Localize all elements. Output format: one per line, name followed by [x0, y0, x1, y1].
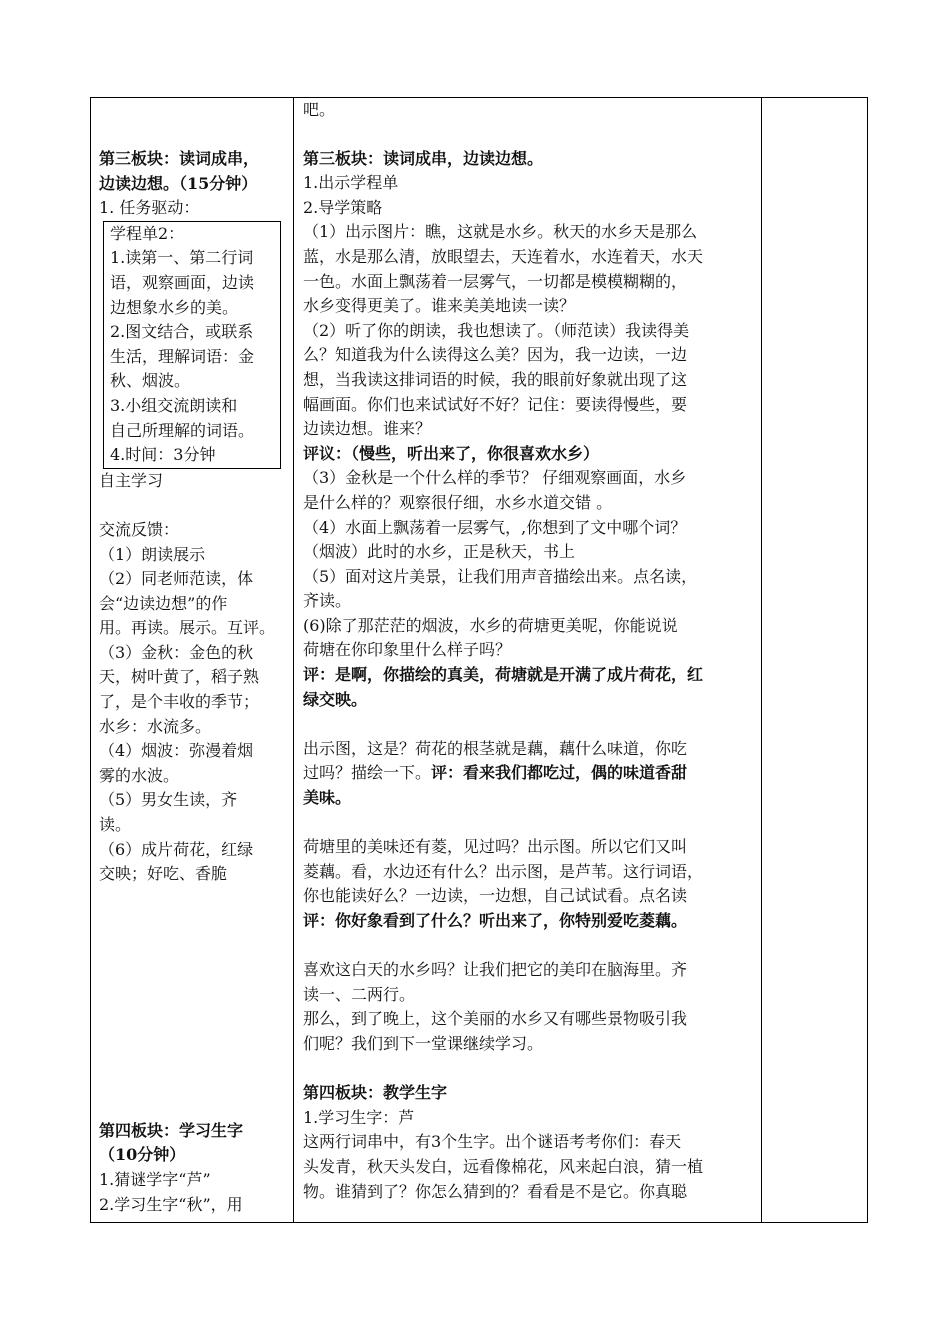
section-4-title-line-2: （10分钟） [99, 1145, 186, 1165]
paragraph-line: （2）听了你的朗读，我也想读了。（师范读）我读得美 [303, 320, 690, 340]
worksheet-line: 秋、烟波。 [110, 371, 191, 391]
column-divider-2 [761, 98, 762, 1222]
paragraph-line: 你也能读好么？一边读，一边想，自己试试看。点名读 [303, 886, 688, 906]
teacher-guidance-column [303, 98, 759, 1222]
worksheet-line: 生活，理解词语：金 [110, 346, 255, 366]
feedback-line: （5）男女生读，齐 [99, 790, 238, 810]
worksheet-line: 学程单2： [110, 223, 185, 243]
task-label: 1. 任务驱动： [99, 198, 200, 218]
step-line: 1.出示学程单 [303, 173, 399, 193]
paragraph-line: 读一、二两行。 [303, 984, 416, 1004]
section-4-line: 1.猜谜学字“芦” [99, 1170, 211, 1189]
paragraph-line: 幅画面。你们也来试试好不好？记住：要读得慢些，要 [303, 394, 688, 414]
paragraph-line: 想，当我读这排词语的时候，我的眼前好象就出现了这 [303, 369, 688, 389]
paragraph-line: 蓝，水是那么清，放眼望去，天连着水，水连着天，水天 [303, 246, 704, 266]
feedback-line: （4）烟波：弥漫着烟 [99, 741, 254, 761]
paragraph-line: （1）出示图片：瞧，这就是水乡。秋天的水乡天是那么 [303, 222, 698, 242]
paragraph-line: 1.学习生字：芦 [303, 1107, 415, 1127]
paragraph-line: 那么，到了晚上，这个美丽的水乡又有哪些景物吸引我 [303, 1009, 688, 1029]
worksheet-box [103, 221, 281, 469]
student-activity-column [99, 98, 291, 1222]
paragraph-line: （5）面对这片美景，让我们用声音描绘出来。点名读， [303, 566, 698, 586]
paragraph-line [303, 761, 759, 786]
section-3-title-line-1: 第三板块：读词成串， [99, 149, 260, 168]
paragraph-line: （烟波）此时的水乡，正是秋天，书上 [303, 542, 576, 562]
feedback-line: 天，树叶黄了，稻子熟 [99, 667, 260, 687]
paragraph-line: （4）水面上飘荡着一层雾气，,你想到了文中哪个词？ [303, 517, 687, 537]
paragraph-line: 么？知道我为什么读得这么美？因为，我一边读，一边 [303, 345, 688, 365]
section-4-line: 2.学习生字“秋”，用 [99, 1194, 243, 1214]
paragraph-line: 荷塘在你印象里什么样子吗？ [303, 640, 512, 660]
section-4-title-line-1: 第四板块：学习生字 [99, 1120, 244, 1140]
worksheet-line: 边想象水乡的美。 [110, 297, 239, 317]
feedback-line: 了，是个丰收的季节； [99, 692, 260, 712]
paragraph-line: 齐读。 [303, 591, 352, 611]
feedback-line: （6）成片荷花，红绿 [99, 839, 254, 859]
worksheet-line: 3.小组交流朗读和 [110, 395, 238, 415]
paragraph-line: (6)除了那茫茫的烟波，水乡的荷塘更美呢，你能说说 [303, 615, 678, 635]
paragraph-text: 过吗？描绘一下。 [303, 763, 432, 783]
paragraph-line: 这两行词串中，有3个生字。出个谜语考考你们：春天 [303, 1132, 682, 1152]
feedback-line: （1）朗读展示 [99, 544, 206, 564]
section-4-title: 第四板块：教学生字 [303, 1083, 448, 1103]
paragraph-line: 是什么样的？观察很仔细，水乡水道交错 。 [303, 492, 613, 512]
continued-text: 吧。 [303, 100, 336, 119]
self-study-label: 自主学习 [99, 470, 164, 490]
section-3-title: 第三板块：读词成串，边读边想。 [303, 148, 544, 168]
worksheet-line: 自己所理解的词语。 [110, 420, 255, 440]
paragraph-line: 荷塘里的美味还有菱，见过吗？出示图。所以它们又叫 [303, 837, 688, 857]
worksheet-line: 1.读第一、第二行词 [110, 248, 254, 268]
paragraph-line: 菱藕。看，水边还有什么？出示图，是芦苇。这行词语， [303, 861, 704, 881]
column-divider-1 [293, 98, 294, 1222]
feedback-line: 读。 [99, 815, 132, 835]
paragraph-line: 一色。水面上飘荡着一层雾气，一切都是模模糊糊的， [303, 271, 688, 291]
evaluation-line: 评：你好象看到了什么？听出来了，你特别爱吃菱藕。 [303, 911, 688, 930]
worksheet-line: 语，观察画面，边读 [110, 272, 255, 292]
paragraph-line: 们呢？我们到下一堂课继续学习。 [303, 1033, 544, 1053]
evaluation-text: 评：看来我们都吃过，偶的味道香甜 [431, 763, 688, 783]
paragraph-line: 头发青，秋天头发白，远看像棉花，风来起白浪，猜一植 [303, 1156, 704, 1176]
feedback-line: 水乡：水流多。 [99, 716, 212, 736]
feedback-line: 雾的水波。 [99, 765, 180, 785]
worksheet-line: 2.图文结合，或联系 [110, 322, 254, 342]
evaluation-line: 评议：（慢些，听出来了，你很喜欢水乡） [303, 443, 600, 463]
paragraph-line: （3）金秋是一个什么样的季节？ 仔细观察画面，水乡 [303, 468, 687, 488]
step-line: 2.导学策略 [303, 197, 383, 217]
lesson-plan-table [90, 97, 868, 1223]
feedback-line: （2）同老师范读，体 [99, 569, 254, 589]
feedback-line: 会“边读边想”的作 [99, 593, 228, 613]
feedback-line: 用。再读。展示。互评。 [99, 618, 276, 638]
evaluation-line: 评：是啊，你描绘的真美，荷塘就是开满了成片荷花，红 [303, 665, 704, 685]
paragraph-line: 喜欢这白天的水乡吗？让我们把它的美印在脑海里。齐 [303, 960, 688, 980]
evaluation-line: 美味。 [303, 788, 352, 808]
feedback-line: 交映；好吃、香脆 [99, 864, 228, 884]
worksheet-line: 4.时间：3分钟 [110, 445, 216, 465]
paragraph-line: 边读边想。谁来？ [303, 419, 432, 439]
section-3-title-line-2: 边读边想。（15分钟） [99, 173, 258, 193]
paragraph-line: 水乡变得更美了。谁来美美地读一读？ [303, 296, 576, 316]
feedback-line: （3）金秋：金色的秋 [99, 642, 254, 662]
paragraph-line: 出示图，这是？荷花的根茎就是藕，藕什么味道，你吃 [303, 738, 688, 758]
paragraph-line: 物。谁猜到了？你怎么猜到的？看看是不是它。你真聪 [303, 1181, 688, 1201]
notes-column [763, 98, 867, 1222]
feedback-line: 交流反馈： [99, 519, 180, 539]
evaluation-line: 绿交映。 [303, 689, 368, 709]
